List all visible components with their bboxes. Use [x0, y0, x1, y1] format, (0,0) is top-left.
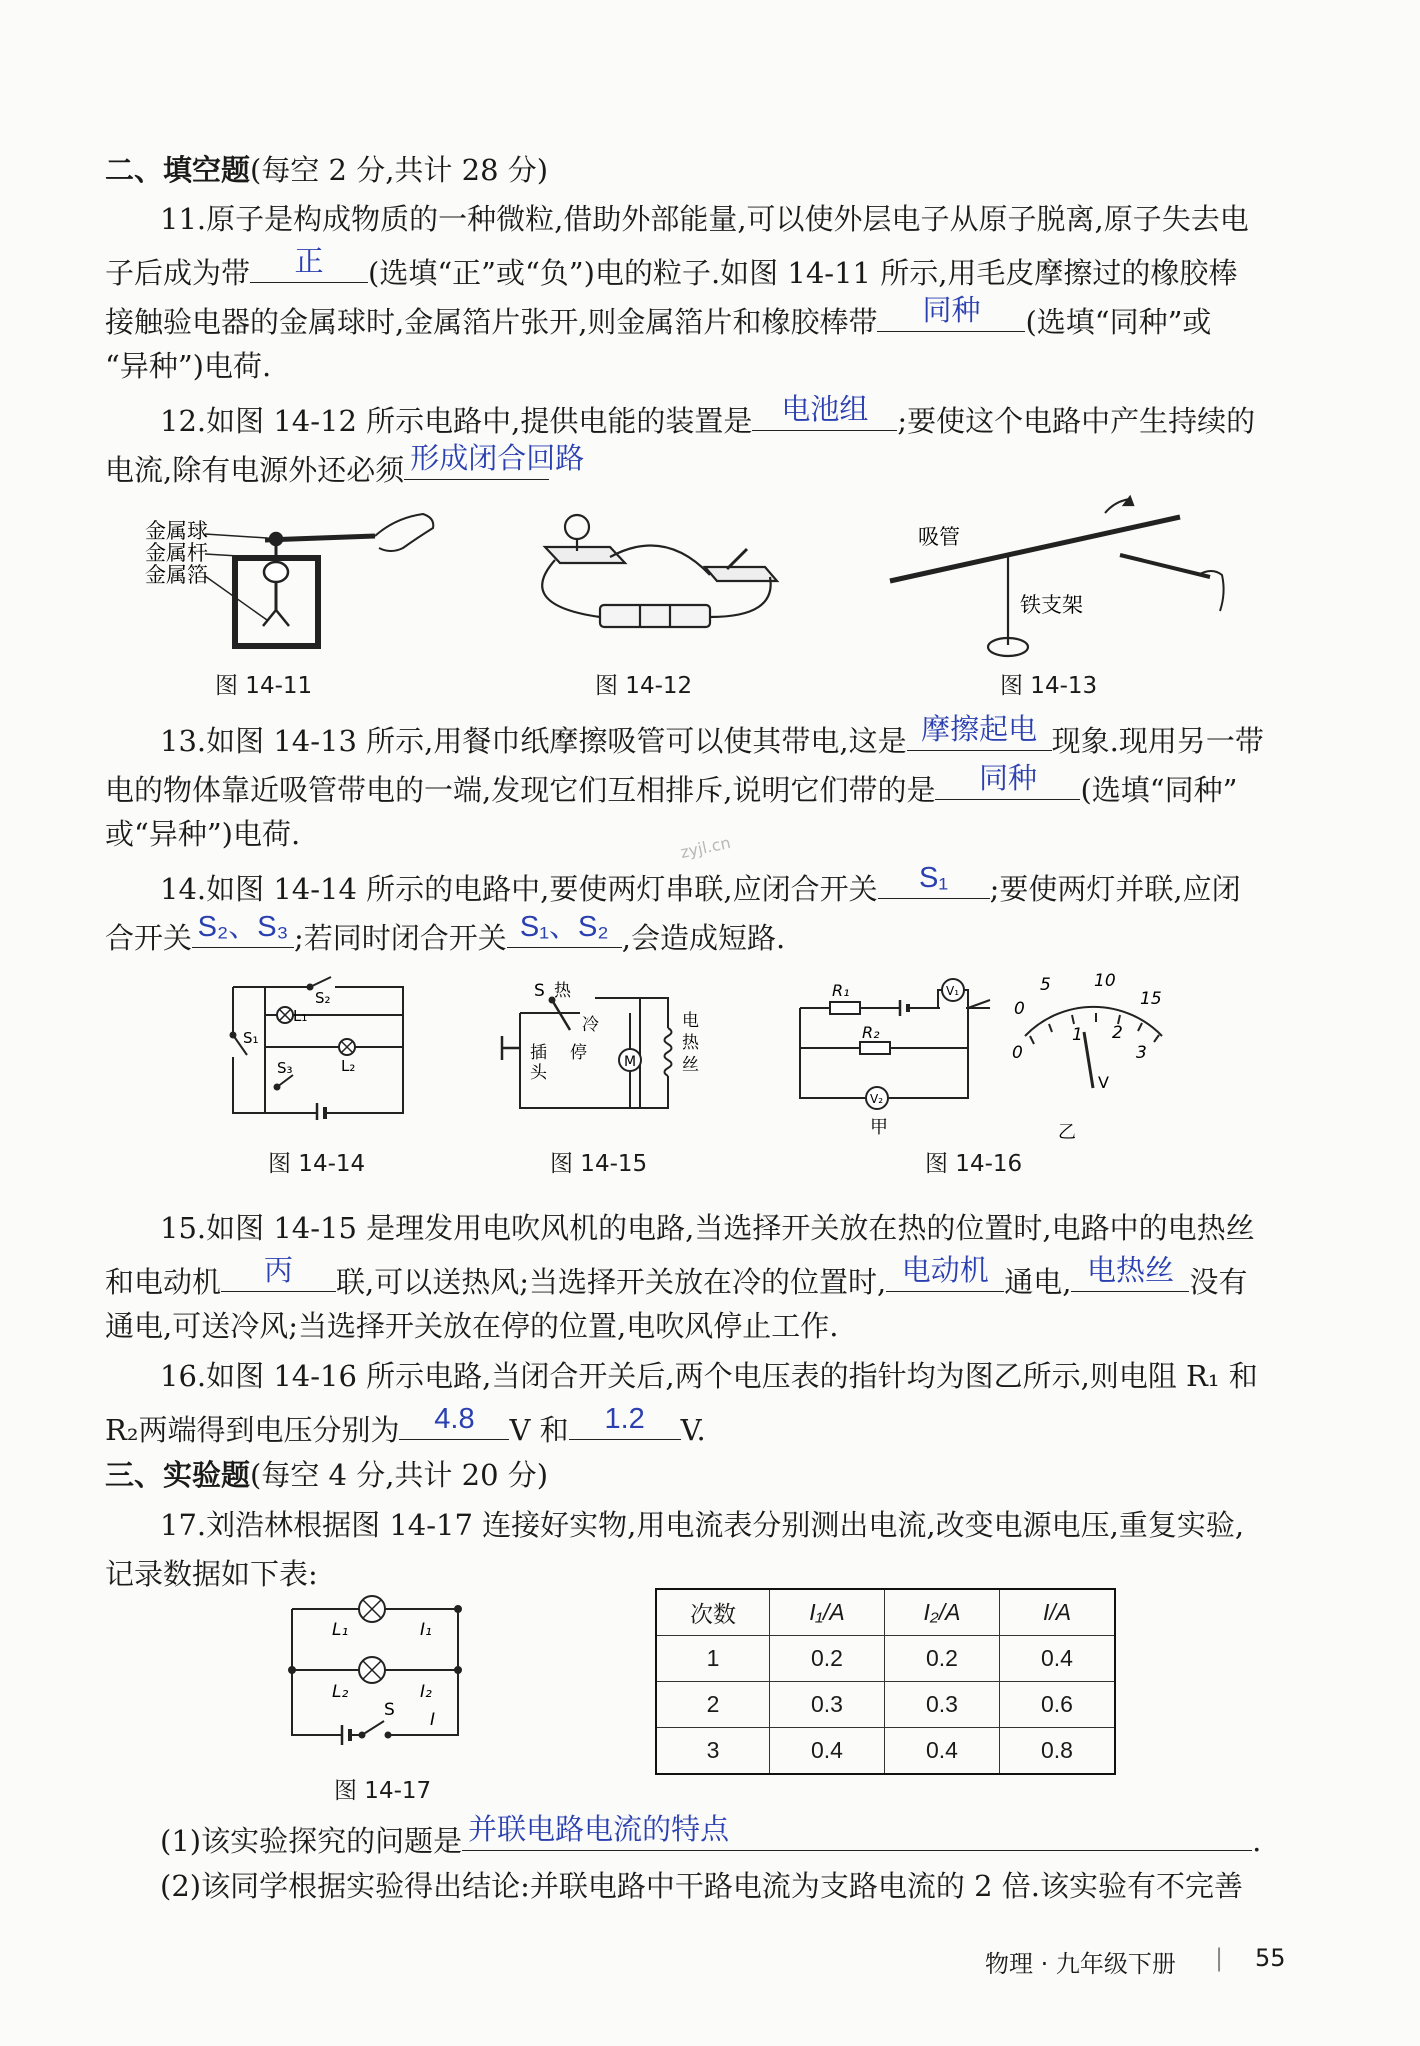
q11-answer-1: 正 — [294, 246, 324, 278]
table-row — [656, 1636, 1115, 1682]
q15-text-b: 联,可以送热风;当选择开关放在冷的位置时, — [336, 1265, 887, 1299]
wire-middle — [265, 987, 403, 1065]
table-header-cell: I₂/A — [885, 1589, 1000, 1636]
q17-sub1-end: . — [1252, 1824, 1262, 1858]
figure-14-15 — [490, 978, 710, 1118]
caption-14-17: 图 14-17 — [334, 1778, 432, 1804]
q14-blank-1[interactable] — [878, 864, 990, 899]
scale-top-0: 0 — [1014, 999, 1025, 1019]
label-s2: S₂ — [315, 989, 331, 1007]
footer-page-number: 55 — [1255, 1944, 1286, 1972]
label-plug-1: 插 — [530, 1043, 547, 1063]
q17-sub1 — [160, 1816, 1285, 1861]
table-cell: 0.2 — [885, 1636, 1000, 1682]
table-cell: 2 — [656, 1682, 770, 1728]
q12-blank-2[interactable] — [404, 443, 585, 480]
figure-14-14 — [225, 975, 415, 1120]
label-plug-2: 头 — [530, 1063, 547, 1083]
label-yi: 乙 — [1058, 1122, 1076, 1140]
figure-14-11 — [135, 500, 445, 665]
selector-switch — [552, 1000, 570, 1030]
q14-text-e: ,会造成短路. — [621, 921, 786, 955]
q11-line4: “异种”)电荷. — [105, 349, 272, 383]
q13-answer-2: 同种 — [978, 763, 1037, 795]
resistor-r2 — [860, 1042, 890, 1054]
watermark: zyjl.cn — [678, 832, 733, 863]
label-s3: S₃ — [277, 1059, 293, 1077]
q11-line1: 11.原子是构成物质的一种微粒,借助外部能量,可以使外层电子从原子脱离,原子失去电 — [160, 202, 1249, 236]
label-motor: M — [624, 1054, 637, 1070]
q16-answer-2: 1.2 — [604, 1403, 645, 1435]
q13-answer-1: 摩擦起电 — [921, 714, 1038, 746]
switch-base — [705, 567, 777, 581]
q17-sub1-text: (1)该实验探究的问题是 — [160, 1824, 463, 1858]
q16-line2 — [105, 1405, 1285, 1450]
experiment-data-table — [655, 1588, 1116, 1775]
battery-pack — [600, 605, 710, 627]
label-l2: L₂ — [341, 1057, 356, 1075]
q15-line1: 15.如图 14-15 是理发用电吹风机的电路,当选择开关放在热的位置时,电路中的电热丝 — [160, 1211, 1255, 1245]
q14-blank-3[interactable] — [507, 913, 622, 948]
table-header-cell: I₁/A — [770, 1589, 885, 1636]
table-header-row — [656, 1589, 1115, 1636]
wire-top — [610, 545, 710, 575]
table-cell: 0.3 — [885, 1682, 1000, 1728]
lamp-bulb-icon — [565, 515, 589, 539]
scale-bottom-3: 3 — [1136, 1043, 1147, 1063]
caption-14-11: 图 14-11 — [215, 673, 313, 699]
label-metal-ball: 金属球 — [145, 519, 208, 543]
table-cell: 0.4 — [1000, 1636, 1116, 1682]
scale-top-5: 5 — [1040, 975, 1051, 995]
q14-text-d: ;若同时闭合开关 — [294, 921, 507, 955]
caption-14-16: 图 14-16 — [925, 1151, 1023, 1177]
q11-blank-2[interactable] — [877, 297, 1025, 332]
label-hot: 热 — [554, 981, 571, 1001]
q17-line2: 记录数据如下表: — [105, 1557, 318, 1591]
q13-text-d: (选填“同种” — [1080, 773, 1238, 807]
q14-blank-2[interactable] — [192, 913, 294, 948]
q15-line3: 通电,可送冷风;当选择开关放在停的位置,电吹风停止工作. — [105, 1309, 839, 1343]
q11-text-a: 子后成为带 — [105, 256, 251, 290]
q13-text-b: 现象.现用另一带 — [1051, 724, 1264, 758]
wire-left — [542, 560, 600, 617]
label-s: S — [384, 1700, 395, 1720]
q13-line2 — [105, 765, 1285, 810]
label-v1: V₁ — [946, 984, 960, 998]
q15-text-c: 通电, — [1004, 1265, 1072, 1299]
resistor-r1 — [830, 1002, 860, 1014]
q15-blank-3[interactable] — [1071, 1257, 1189, 1292]
label-i1: I₁ — [420, 1620, 432, 1640]
q16-text-c: V. — [680, 1413, 706, 1447]
label-metal-rod: 金属杆 — [145, 541, 208, 565]
scale-bottom-0: 0 — [1012, 1043, 1023, 1063]
label-iron-stand: 铁支架 — [1020, 593, 1083, 617]
q11-text-b: (选填“正”或“负”)电的粒子.如图 14-11 所示,用毛皮摩擦过的橡胶棒 — [368, 256, 1238, 290]
q15-answer-1: 丙 — [264, 1255, 294, 1287]
q16-answer-1: 4.8 — [434, 1403, 475, 1435]
q15-text-a: 和电动机 — [105, 1265, 222, 1299]
section2-title: 二、填空题 — [105, 153, 251, 187]
q11-blank-1[interactable] — [250, 248, 368, 283]
section2-note: (每空 2 分,共计 28 分) — [250, 153, 549, 187]
q11-answer-2: 同种 — [922, 295, 981, 327]
figure-14-17 — [280, 1595, 490, 1745]
table-row — [656, 1682, 1115, 1728]
scale-bottom-1: 1 — [1072, 1025, 1083, 1045]
section3-note: (每空 4 分,共计 20 分) — [250, 1458, 549, 1492]
q13-blank-1[interactable] — [907, 716, 1052, 751]
caption-14-15: 图 14-15 — [550, 1151, 648, 1177]
q11-line3 — [105, 297, 1285, 342]
table-cell: 0.2 — [770, 1636, 885, 1682]
footer-separator: | — [1215, 1944, 1224, 1972]
label-metal-foil: 金属箔 — [145, 563, 208, 587]
q15-text-d: 没有 — [1189, 1265, 1248, 1299]
q16-line1: 16.如图 14-16 所示电路,当闭合开关后,两个电压表的指针均为图乙所示,则电阻 R₁ 和 — [160, 1359, 1258, 1393]
label-i2: I₂ — [420, 1682, 432, 1702]
dial-arc — [1025, 1007, 1162, 1036]
label-s1: S₁ — [243, 1029, 259, 1047]
q17-blank-1[interactable] — [462, 1816, 1252, 1851]
q16-blank-1[interactable] — [399, 1405, 509, 1440]
table-cell: 0.4 — [770, 1728, 885, 1775]
caption-14-14: 图 14-14 — [268, 1151, 366, 1177]
q13-blank-2[interactable] — [935, 765, 1080, 800]
label-s: S — [534, 981, 545, 1001]
label-stop: 停 — [570, 1043, 587, 1063]
q14-answer-1: S₁ — [919, 862, 949, 894]
q12-answer-2: 形成闭合回路 — [410, 443, 585, 475]
q15-answer-2: 电动机 — [901, 1255, 989, 1287]
label-heater-2: 热 — [682, 1033, 699, 1053]
q14-answer-3: S₁、S₂ — [519, 911, 609, 943]
q13-line1 — [160, 716, 1285, 761]
label-heater-3: 丝 — [682, 1055, 699, 1075]
label-cold: 冷 — [582, 1015, 599, 1035]
q15-blank-1[interactable] — [221, 1257, 336, 1292]
q13-text-c: 电的物体靠近吸管带电的一端,发现它们互相排斥,说明它们带的是 — [105, 773, 936, 807]
q14-line2 — [105, 913, 1285, 958]
figure-14-12 — [515, 505, 785, 645]
q11-text-d: (选填“同种”或 — [1025, 305, 1212, 339]
table-cell: 0.6 — [1000, 1682, 1116, 1728]
q16-text-b: V 和 — [509, 1413, 569, 1447]
q15-blank-2[interactable] — [886, 1257, 1004, 1292]
section2-heading — [105, 150, 1285, 190]
caption-14-13: 图 14-13 — [1000, 673, 1098, 699]
q17-sub2: (2)该同学根据实验得出结论:并联电路中干路电流为支路电流的 2 倍.该实验有不完善 — [160, 1869, 1243, 1903]
scale-top-10: 10 — [1094, 971, 1116, 991]
hand-drawing — [375, 514, 433, 551]
electroscope-stopper — [264, 562, 288, 582]
scale-top-15: 15 — [1140, 989, 1162, 1009]
q12-line2 — [105, 445, 1285, 490]
table-cell: 1 — [656, 1636, 770, 1682]
section3-heading — [105, 1455, 1285, 1495]
heating-wire — [665, 1028, 672, 1076]
foil-right — [276, 610, 289, 626]
label-r2: R₂ — [862, 1023, 880, 1042]
caption-14-12: 图 14-12 — [595, 673, 693, 699]
q11-text-c: 接触验电器的金属球时,金属箔片张开,则金属箔片和橡胶棒带 — [105, 305, 878, 339]
label-straw: 吸管 — [918, 525, 960, 549]
label-r1: R₁ — [832, 981, 850, 1000]
charged-rod — [1120, 555, 1210, 577]
scale-bottom-2: 2 — [1112, 1023, 1123, 1043]
q15-line2 — [105, 1257, 1285, 1302]
metal-ball — [270, 533, 282, 545]
label-jia: 甲 — [870, 1117, 888, 1138]
q13-text-a: 13.如图 14-13 所示,用餐巾纸摩擦吸管可以使其带电,这是 — [160, 724, 907, 758]
figure-14-13 — [880, 495, 1240, 665]
table-cell: 0.8 — [1000, 1728, 1116, 1775]
plug-icon — [502, 1036, 520, 1060]
table-cell: 3 — [656, 1728, 770, 1775]
dial-pointer — [1084, 1032, 1093, 1088]
q15-answer-3: 电热丝 — [1086, 1255, 1174, 1287]
table-cell: 0.3 — [770, 1682, 885, 1728]
switch-s — [362, 1721, 384, 1735]
q13-line3: 或“异种”)电荷. — [105, 817, 301, 851]
q14-text-b: ;要使两灯并联,应闭 — [989, 872, 1241, 906]
label-i: I — [430, 1710, 436, 1730]
label-unit-v: V — [1098, 1073, 1109, 1092]
label-heater-1: 电 — [682, 1011, 699, 1031]
q14-text-c: 合开关 — [105, 921, 193, 955]
q12-text-a: 12.如图 14-12 所示电路中,提供电能的装置是 — [160, 404, 753, 438]
footer-book-title: 物理 · 九年级下册 — [985, 1950, 1176, 1978]
table-row — [656, 1728, 1115, 1775]
table-header-cell: 次数 — [656, 1589, 770, 1636]
q12-answer-1: 电池组 — [781, 394, 869, 426]
wire-right — [710, 577, 771, 617]
label-l1: L₁ — [293, 1007, 308, 1025]
q14-text-a: 14.如图 14-14 所示的电路中,要使两灯串联,应闭合开关 — [160, 872, 878, 906]
q12-text-b: ;要使这个电路中产生持续的 — [897, 404, 1256, 438]
q14-answer-2: S₂、S₃ — [197, 911, 289, 943]
section3-title: 三、实验题 — [105, 1458, 251, 1492]
q16-text-a: R₂两端得到电压分别为 — [105, 1413, 400, 1447]
q14-line1 — [160, 864, 1285, 909]
q17-line1: 17.刘浩林根据图 14-17 连接好实物,用电流表分别测出电流,改变电源电压,重复实验, — [160, 1508, 1245, 1542]
q16-blank-2[interactable] — [569, 1405, 681, 1440]
figure-14-16 — [790, 968, 1180, 1140]
q12-text-c: 电流,除有电源外还必须 — [105, 453, 405, 487]
label-v2: V₂ — [870, 1092, 884, 1106]
q11-line2 — [105, 248, 1285, 293]
label-l2: L₂ — [332, 1682, 349, 1702]
table-header-cell: I/A — [1000, 1589, 1116, 1636]
table-cell: 0.4 — [885, 1728, 1000, 1775]
q12-line1 — [160, 396, 1285, 441]
q12-blank-1[interactable] — [752, 396, 897, 431]
label-l1: L₁ — [332, 1620, 349, 1640]
q17-answer-1: 并联电路电流的特点 — [468, 1814, 730, 1846]
